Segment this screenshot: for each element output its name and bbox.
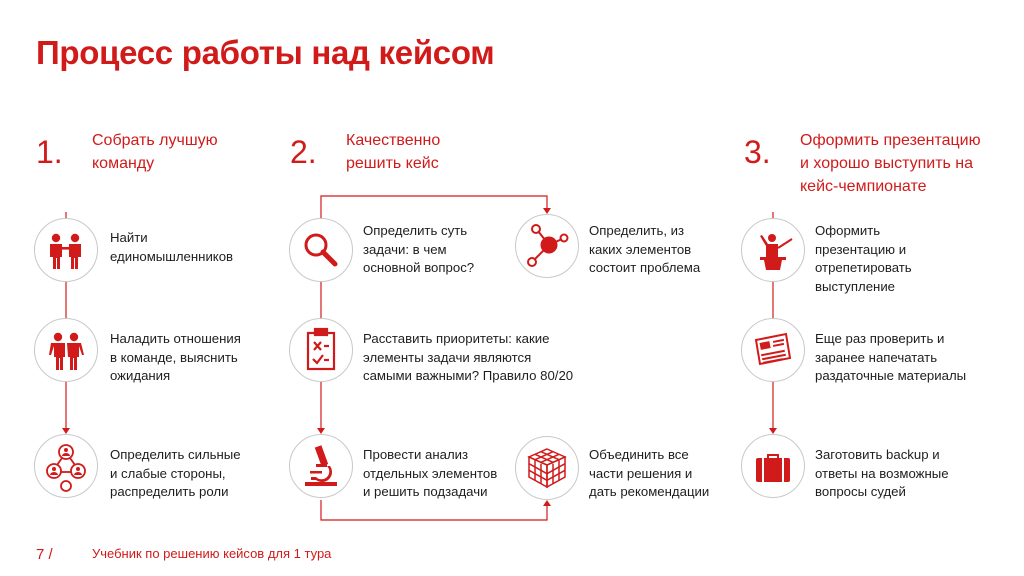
item-strengths: Определить сильные и слабые стороны, распределить роли	[110, 447, 241, 499]
footer-caption: Учебник по решению кейсов для 1 тура	[92, 546, 332, 561]
magnifier-icon	[289, 218, 353, 282]
checklist-icon	[289, 318, 353, 382]
handout-icon	[741, 318, 805, 382]
microscope-icon	[289, 434, 353, 498]
item-build-relations: Наладить отношения в команде, выяснить ожидания	[110, 331, 241, 383]
suitcase-icon	[741, 434, 805, 498]
step-2-heading: Качественно решить кейс	[346, 132, 441, 172]
presenter-icon	[741, 218, 805, 282]
item-essence: Определить суть задачи: в чем основной вопрос?	[363, 223, 475, 275]
item-analysis: Провести анализ отдельных элементов и решить подзадачи	[363, 447, 498, 499]
item-backup: Заготовить backup и ответы на возможные вопросы судей	[815, 447, 949, 499]
item-elements: Определить, из каких элементов состоит проблема	[589, 223, 701, 275]
people-pair-icon	[34, 218, 98, 282]
item-presentation: Оформить презентацию и отрепетировать выступление	[815, 223, 912, 294]
page-number: 7 /	[36, 546, 53, 563]
step-3-heading: Оформить презентацию и хорошо выступить на кейс-чемпионате	[800, 132, 981, 195]
molecule-icon	[515, 214, 579, 278]
item-combine: Объединить все части решения и дать рекомендации	[589, 447, 710, 499]
item-priorities: Расставить приоритеты: какие элементы задачи являются самыми важными? Правило 80/20	[363, 331, 574, 383]
step-2-number: 2.	[290, 134, 317, 170]
rubiks-cube-icon	[515, 436, 579, 500]
people-network-icon	[34, 434, 98, 498]
step-3-number: 3.	[744, 134, 771, 170]
team-icon	[34, 318, 98, 382]
step-1-number: 1.	[36, 134, 63, 170]
item-find-likeminded: Найти единомышленников	[110, 230, 234, 264]
step-1-heading: Собрать лучшую команду	[92, 132, 218, 172]
item-handouts: Еще раз проверить и заранее напечатать раздаточные материалы	[815, 331, 967, 383]
page-title: Процесс работы над кейсом	[36, 34, 495, 71]
